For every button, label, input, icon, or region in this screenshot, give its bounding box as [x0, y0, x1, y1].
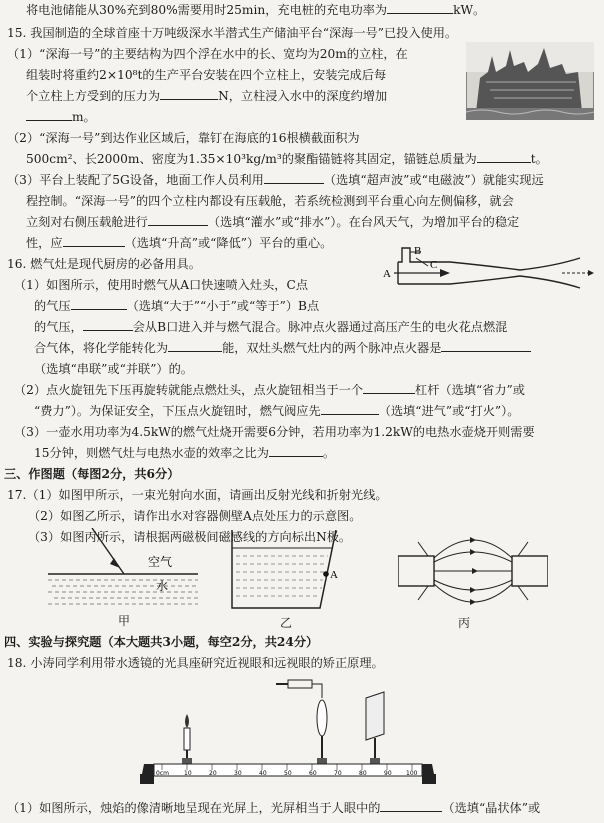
rail-tick-label: 40 — [259, 770, 267, 777]
water-label: 水 — [156, 579, 169, 593]
text-line: 立刻对右侧压载舱进行 （选填“灌水”或“排水”）。在台风天气，为增加平台的稳定 — [26, 215, 520, 229]
answer-blank — [26, 109, 72, 121]
text-line: 的气压， 会从B口进入并与燃气混合。脉冲点火器通过高压产生的电火花点燃混 — [34, 320, 508, 334]
figure-jia — [48, 528, 198, 620]
rail-tick-label: 60 — [309, 770, 317, 777]
text-line: （1）如图所示，烛焰的像清晰地呈现在光屏上，光屏相当于人眼中的 （选填“晶状体”或 — [7, 801, 541, 815]
text-line: 15分钟，则燃气灶与电热水壶的效率之比为 。 — [34, 446, 336, 460]
question-16: 16. 燃气灶是现代厨房的必备用具。 — [7, 257, 201, 271]
text-line: 合气体，将化学能转化为 能，双灶头燃气灶内的两个脉冲点火器是 — [34, 340, 531, 356]
answer-blank — [441, 340, 531, 352]
air-label: 空气 — [148, 555, 173, 569]
answer-blank — [477, 151, 531, 163]
rail-tick-label: 70 — [334, 770, 342, 777]
answer-blank — [168, 340, 222, 352]
label-c: C — [430, 259, 438, 271]
caption-bing: 丙 — [458, 616, 471, 630]
question-18: 18. 小涛同学利用带水透镜的光具座研究近视眼和远视眼的矫正原理。 — [7, 656, 384, 670]
text-line: （3）如图丙所示，请根据两磁极间磁感线的方向标出N极。 — [28, 530, 352, 544]
gas-nozzle-diagram — [380, 244, 596, 296]
text-line: （3）平台上装配了5G设备，地面工作人员利用 （选填“超声波”或“电磁波”）就能实现远 — [7, 173, 544, 187]
label-b: B — [414, 245, 422, 257]
text-line: m。 — [26, 109, 96, 125]
answer-blank — [148, 214, 208, 226]
text-line: 500cm²、长2000m、密度为1.35×10³kg/m³的聚酯锚链将其固定，锚链总质量为 t。 — [26, 152, 548, 166]
text-line: 将电池储能从30%充到80%需要用时25min，充电桩的充电功率为 kW。 — [26, 3, 486, 17]
answer-blank — [363, 382, 415, 394]
optical-bench-diagram — [140, 674, 436, 786]
text-line: （1）如图所示，使用时燃气从A口快速喷入灶头，C点 — [14, 278, 309, 292]
answer-blank — [264, 172, 324, 184]
rail-unit-label: 0cm — [156, 770, 169, 777]
point-a-label: A — [330, 569, 338, 581]
text-line: （1）“深海一号”的主要结构为四个浮在水中的长、宽均为20m的立柱，在 — [7, 47, 408, 61]
answer-blank — [83, 319, 133, 331]
rail-tick-label: 50 — [284, 770, 292, 777]
question-15: 15. 我国制造的全球首座十万吨级深水半潜式生产储油平台“深海一号”已投入使用。 — [7, 26, 458, 40]
text-line: （2）如图乙所示，请作出水对容器侧壁A点处压力的示意图。 — [28, 509, 362, 523]
answer-blank — [321, 403, 379, 415]
figure-yi — [228, 530, 340, 612]
caption-yi: 乙 — [280, 616, 293, 630]
section-heading: 三、作图题（每图2分，共6分） — [4, 467, 180, 481]
rail-tick-label: 20 — [209, 770, 217, 777]
text-line: 性，应 （选填“升高”或“降低”）平台的重心。 — [26, 236, 333, 250]
answer-blank — [71, 298, 127, 310]
answer-blank — [380, 800, 442, 812]
text-line: （选填“串联”或“并联”）的。 — [34, 362, 193, 376]
text-line: 组装时将重约2×10⁸t的生产平台安装在四个立柱上，安装完成后每 — [26, 68, 387, 82]
figure-bing — [398, 528, 548, 618]
rail-tick-label: 100 — [406, 770, 418, 777]
text-line: （3）一壶水用功率为4.5kW的燃气灶烧开需要6分钟，若用功率为1.2kW的电热水壶烧开则需要 — [14, 425, 535, 439]
answer-blank — [387, 2, 453, 14]
text-line: 个立柱上方受到的压力为 N，立柱浸入水中的深度约增加 — [26, 89, 388, 103]
text-line: 的气压 （选填“大于”“小于”或“等于”）B点 — [34, 299, 320, 313]
platform-photo — [466, 42, 594, 120]
caption-jia: 甲 — [118, 614, 131, 628]
answer-blank — [63, 235, 125, 247]
section-heading: 四、实验与探究题（本大题共3小题，每空2分，共24分） — [4, 635, 319, 649]
rail-tick-label: 90 — [384, 770, 392, 777]
text-line: （2）“深海一号”到达作业区域后，靠钉在海底的16根横截面积为 — [7, 131, 360, 145]
text-line: （2）点火旋钮先下压再旋转就能点燃灶头，点火旋钮相当于一个 杠杆（选填“省力”或 — [14, 383, 525, 397]
rail-tick-label: 80 — [359, 770, 367, 777]
question-17: 17.（1）如图甲所示，一束光射向水面，请画出反射光线和折射光线。 — [7, 488, 388, 502]
rail-tick-label: 30 — [234, 770, 242, 777]
text-line: 程控制。“深海一号”的四个立柱内都设有压载舱，若系统检测到平台重心向左侧偏移，就会 — [26, 194, 514, 208]
answer-blank — [269, 445, 323, 457]
label-a: A — [383, 268, 391, 280]
text-line: “费力”）。为保证安全，下压点火旋钮时，燃气阀应先 （选填“进气”或“打火”）。 — [34, 404, 520, 418]
rail-tick-label: 10 — [184, 770, 192, 777]
answer-blank — [160, 88, 218, 100]
